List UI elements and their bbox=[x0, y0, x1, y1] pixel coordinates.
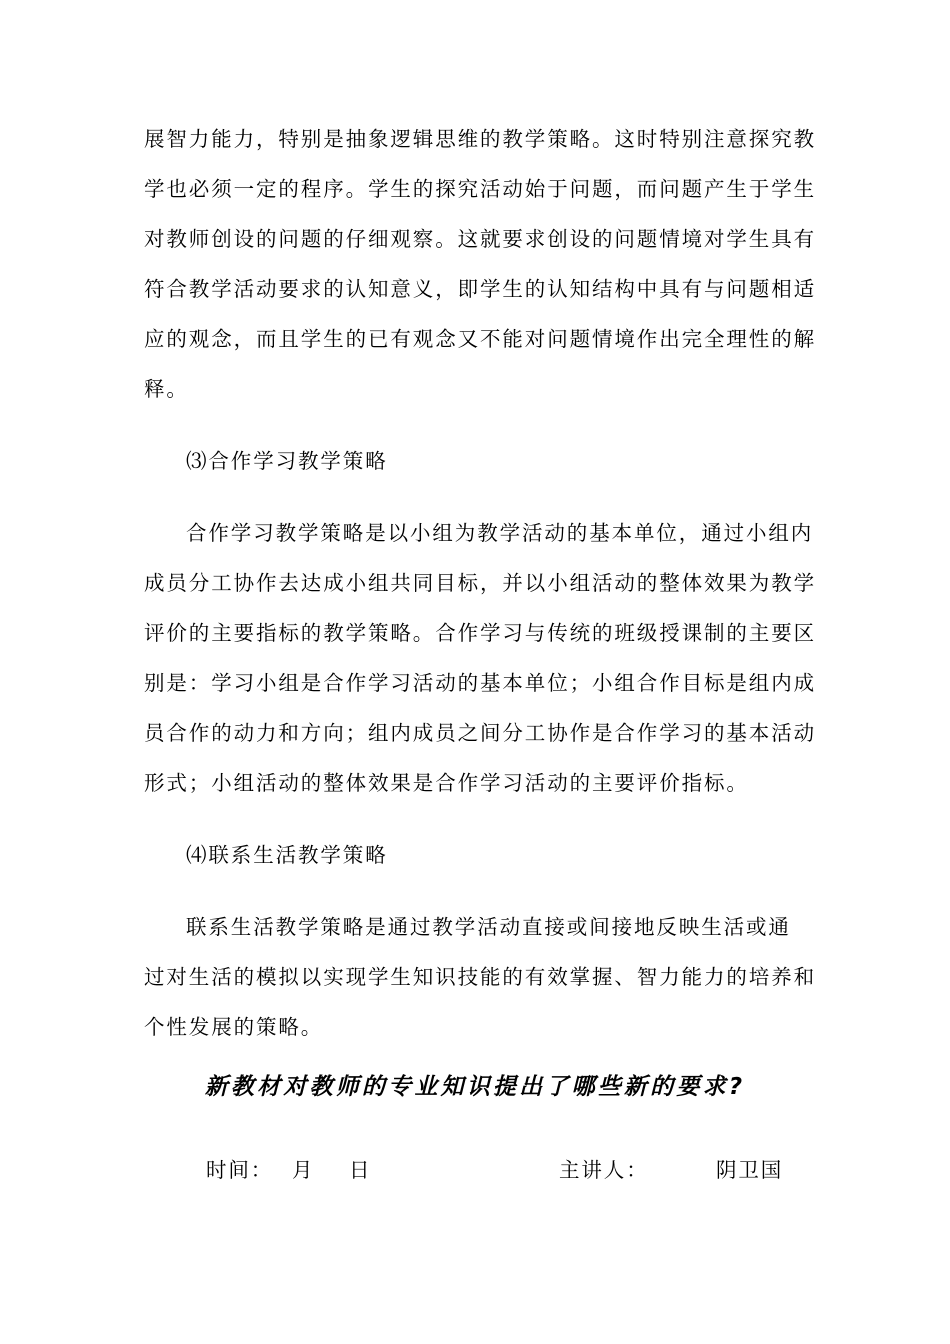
text-line: 别是：学习小组是合作学习活动的基本单位；小组合作目标是组内成 bbox=[144, 671, 816, 695]
speaker-label: 主讲人： bbox=[559, 1158, 649, 1182]
text-line: 形式；小组活动的整体效果是合作学习活动的主要评价指标。 bbox=[144, 771, 749, 795]
text-line: 学也必须一定的程序。学生的探究活动始于问题，而问题产生于学生 bbox=[144, 177, 816, 201]
text-line: 展智力能力，特别是抽象逻辑思维的教学策略。这时特别注意探究教 bbox=[144, 127, 816, 151]
speaker-name: 阴卫国 bbox=[716, 1158, 784, 1182]
month-label: 月 bbox=[292, 1158, 315, 1182]
day-label: 日 bbox=[349, 1158, 372, 1182]
text-line: 评价的主要指标的教学策略。合作学习与传统的班级授课制的主要区 bbox=[144, 621, 816, 645]
text-line: 员合作的动力和方向；组内成员之间分工协作是合作学习的基本活动 bbox=[144, 721, 816, 745]
section-heading-life: ⑷联系生活教学策略 bbox=[186, 843, 388, 867]
text-line: 合作学习教学策略是以小组为教学活动的基本单位，通过小组内 bbox=[186, 521, 814, 545]
text-line: 对教师创设的问题的仔细观察。这就要求创设的问题情境对学生具有 bbox=[144, 227, 816, 251]
text-line: 过对生活的模拟以实现学生知识技能的有效掌握、智力能力的培养和 bbox=[144, 965, 816, 989]
page-title: 新教材对教师的专业知识提出了哪些新的要求? bbox=[204, 1074, 746, 1100]
time-label: 时间： bbox=[206, 1158, 274, 1182]
text-line: 个性发展的策略。 bbox=[144, 1015, 324, 1039]
text-line: 成员分工协作去达成小组共同目标，并以小组活动的整体效果为教学 bbox=[144, 571, 816, 595]
section-heading-cooperative: ⑶合作学习教学策略 bbox=[186, 449, 388, 473]
text-line: 应的观念，而且学生的已有观念又不能对问题情境作出完全理性的解 bbox=[144, 327, 816, 351]
text-line: 联系生活教学策略是通过教学活动直接或间接地反映生活或通 bbox=[186, 915, 791, 939]
text-line: 符合教学活动要求的认知意义，即学生的认知结构中具有与问题相适 bbox=[144, 277, 816, 301]
text-line: 释。 bbox=[144, 377, 189, 401]
